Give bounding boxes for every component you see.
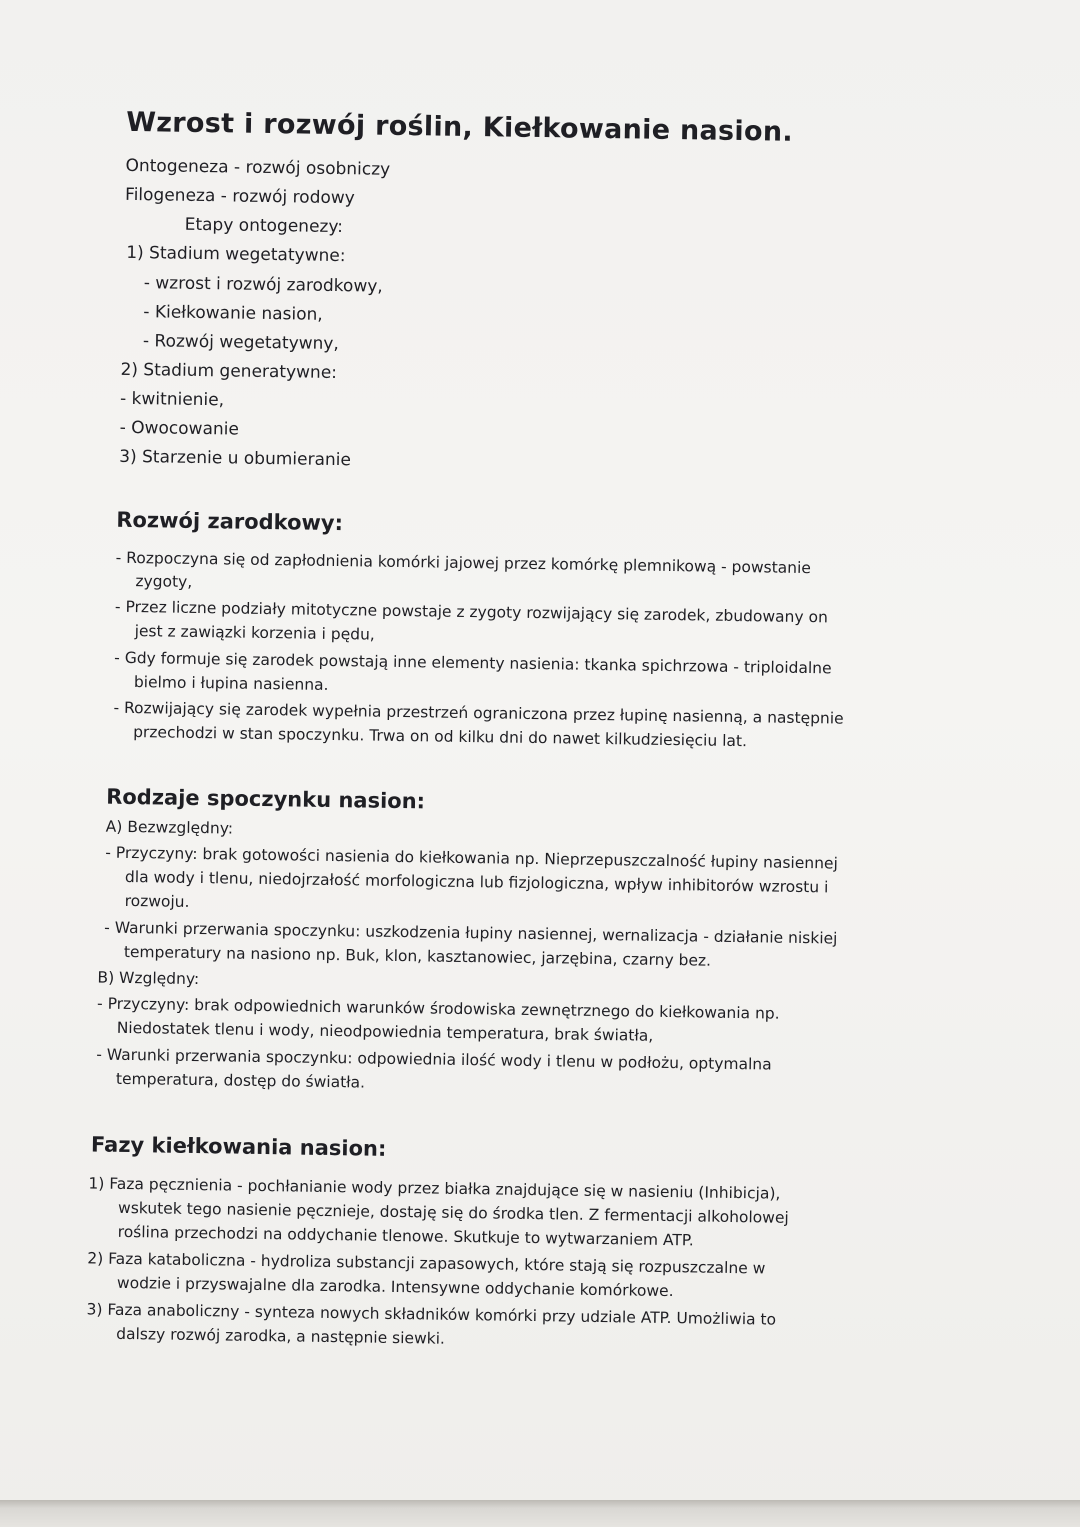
stage-2-item: - Owocowanie: [119, 417, 240, 440]
phase-line: wodzie i przyswajalne dla zarodka. Intensywne oddychanie komórkowe.: [116, 1273, 674, 1301]
dormancy-b-line: - Warunki przerwania spoczynku: odpowiednia ilość wody i tlenu w podłożu, optymalna: [96, 1045, 772, 1074]
phase-line: dalszy rozwój zarodka, a następnie siewki.: [116, 1324, 446, 1348]
dormancy-a-line: temperatury na nasiono np. Buk, klon, kasztanowiec, jarzębina, czarny bez.: [123, 942, 712, 970]
dormancy-a-line: dla wody i tlenu, niedojrzałość morfologiczna lub fizjologiczna, wpływ inhibitorów wzrostu i: [124, 867, 829, 897]
phase-line: roślina przechodzi na oddychanie tlenowe. Skutkuje to wytwarzaniem ATP.: [117, 1222, 694, 1250]
embryo-line: - Przez liczne podziały mitotyczne powstaje z zygoty rozwijający się zarodek, zbudowany on: [114, 597, 828, 627]
definition-filogeneza: Filogeneza - rozwój rodowy: [124, 184, 355, 209]
stage-1-item: - Kiełkowanie nasion,: [143, 302, 323, 325]
embryo-line: przechodzi w stan spoczynku. Trwa on od kilku dni do nawet kilkudziesięciu lat.: [133, 723, 748, 751]
stage-2: 2) Stadium generatywne:: [120, 359, 338, 384]
stage-3: 3) Starzenie u obumieranie: [119, 446, 352, 471]
phase-line: 1) Faza pęcznienia - pochłanianie wody przez białka znajdujące się w nasieniu (Inhibicja),: [88, 1174, 781, 1203]
embryo-line: jest z zawiązki korzenia i pędu,: [134, 622, 375, 644]
dormancy-a-line: - Przyczyny: brak gotowości nasienia do kiełkowania np. Nieprzepuszczalność łupiny nasiennej: [105, 843, 838, 873]
dormancy-b-line: Niedostatek tlenu i wody, nieodpowiednia temperatura, brak światła,: [116, 1018, 654, 1045]
section-heading-dormancy: Rodzaje spoczynku nasion:: [106, 784, 426, 814]
embryo-line: - Rozwijający się zarodek wypełnia przestrzeń ograniczona przez łupinę nasienną, a następnie: [113, 698, 844, 728]
stage-1-item: - wzrost i rozwój zarodkowy,: [143, 273, 383, 297]
page-title: Wzrost i rozwój roślin, Kiełkowanie nasion.: [125, 106, 794, 148]
stage-1-item: - Rozwój wegetatywny,: [142, 331, 340, 355]
section-heading-embryo: Rozwój zarodkowy:: [116, 507, 344, 536]
embryo-line: zygoty,: [135, 572, 193, 591]
stages-heading: Etapy ontogenezy:: [184, 214, 344, 238]
dormancy-a-label: A) Bezwzględny:: [105, 817, 234, 838]
stage-1: 1) Stadium wegetatywne:: [126, 242, 346, 267]
dormancy-a-line: rozwoju.: [124, 891, 190, 911]
embryo-line: - Gdy formuje się zarodek powstają inne elementy nasienia: tkanka spichrzowa - triploidalne: [114, 648, 832, 678]
phase-line: 2) Faza kataboliczna - hydroliza substancji zapasowych, które stają się rozpuszczalne w: [87, 1249, 766, 1278]
dormancy-b-line: - Przyczyny: brak odpowiednich warunków środowiska zewnętrznego do kiełkowania np.: [96, 994, 780, 1023]
stage-2-item: - kwitnienie,: [119, 388, 225, 411]
phase-line: wskutek tego nasienie pęcznieje, dostaję się do środka tlen. Z fermentacji alkoholowej: [117, 1198, 789, 1227]
embryo-line: - Rozpoczyna się od zapłodnienia komórki jajowej przez komórkę plemnikową - powstanie: [115, 548, 812, 578]
phase-line: 3) Faza anaboliczny - synteza nowych składników komórki przy udziale ATP. Umożliwia to: [86, 1300, 777, 1329]
embryo-line: bielmo i łupina nasienna.: [133, 673, 329, 694]
paper-bottom-edge: [0, 1500, 1080, 1527]
section-heading-phases: Fazy kiełkowania nasion:: [90, 1132, 387, 1161]
definition-ontogeneza: Ontogeneza - rozwój osobniczy: [125, 155, 391, 180]
dormancy-a-line: - Warunki przerwania spoczynku: uszkodzenia łupiny nasiennej, wernalizacja - działanie niskiej: [104, 918, 838, 948]
dormancy-b-label: B) Względny:: [97, 968, 200, 989]
dormancy-b-line: temperatura, dostęp do światła.: [115, 1069, 366, 1092]
